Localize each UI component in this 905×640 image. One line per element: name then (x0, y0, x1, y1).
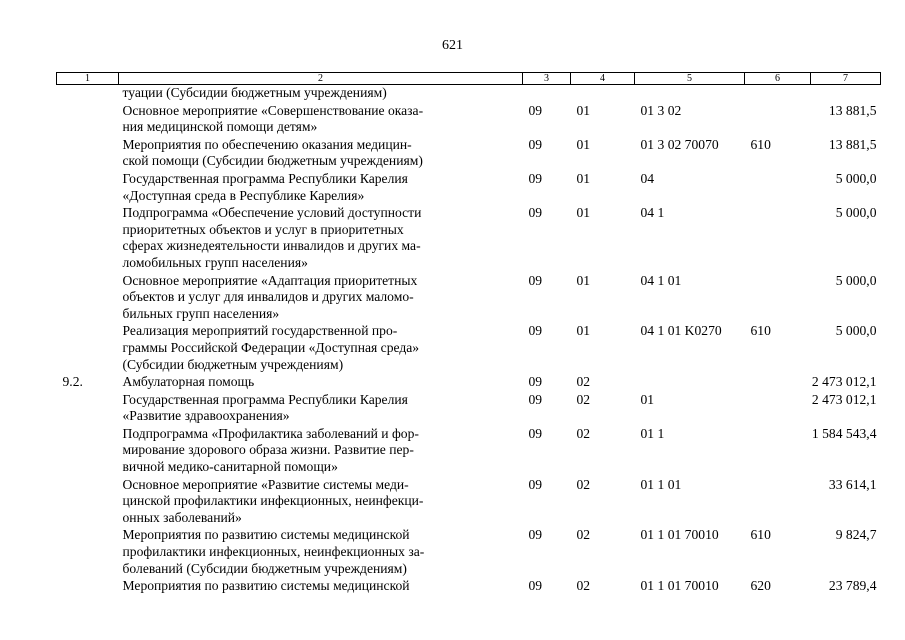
row-number (57, 171, 119, 205)
header-col-4: 4 (571, 73, 635, 85)
row-name-line: Государственная программа Республики Карелия (122, 391, 408, 407)
row-section-code: 09 (528, 527, 543, 543)
row-expense-type (745, 392, 811, 426)
row-amount: 13 881,5 (828, 136, 877, 152)
row-amount: 2 473 012,1 (811, 374, 877, 390)
row-name-line: сферах жизнедеятельности инвалидов и других ма- (122, 238, 421, 254)
row-target-article (635, 85, 745, 103)
row-target-article: 01 1 (640, 425, 665, 441)
table-row (57, 85, 881, 103)
row-expense-type: 610 (750, 527, 771, 543)
row-name-line: ской помощи (Субсидии бюджетным учреждениям) (122, 153, 423, 169)
table-row (57, 426, 881, 477)
row-section-code: 09 (528, 272, 543, 288)
row-name-line: ния медицинской помощи детям» (122, 119, 318, 135)
header-col-6: 6 (745, 73, 811, 85)
budget-table (56, 72, 881, 596)
table-row (57, 103, 881, 137)
row-subsection-code: 01 (576, 102, 591, 118)
header-row (57, 73, 881, 85)
row-name (119, 103, 523, 137)
row-name (119, 527, 523, 578)
row-section-code: 09 (528, 205, 543, 221)
row-name-line: Мероприятия по обеспечению оказания медицин- (122, 136, 412, 152)
row-expense-type (745, 477, 811, 528)
row-name (119, 205, 523, 272)
row-section-code: 09 (528, 323, 543, 339)
row-target-article: 01 1 01 (640, 476, 682, 492)
table-row (57, 137, 881, 171)
row-section-code: 09 (528, 391, 543, 407)
row-expense-type (745, 426, 811, 477)
row-subsection-code: 02 (576, 476, 591, 492)
row-name (119, 323, 523, 374)
row-section-code: 09 (528, 374, 543, 390)
row-subsection-code: 01 (576, 205, 591, 221)
row-name-line: Подпрограмма «Профилактика заболеваний и фор- (122, 425, 419, 441)
row-amount: 5 000,0 (835, 272, 877, 288)
row-expense-type (745, 273, 811, 324)
header-col-3: 3 (523, 73, 571, 85)
table-row (57, 527, 881, 578)
row-subsection-code: 02 (576, 527, 591, 543)
row-subsection-code: 01 (576, 323, 591, 339)
row-section-code: 09 (528, 136, 543, 152)
table-header (57, 73, 881, 85)
row-name-line: туации (Субсидии бюджетным учреждениям) (122, 85, 387, 100)
row-target-article: 04 1 01 (640, 272, 682, 288)
header-col-5: 5 (635, 73, 745, 85)
row-expense-type (745, 85, 811, 103)
row-name-line: граммы Российской Федерации «Доступная среда» (122, 339, 420, 355)
row-name-line: объектов и услуг для инвалидов и других маломо- (122, 289, 414, 305)
row-subsection-code (571, 85, 635, 103)
row-name (119, 85, 523, 103)
page-number: 621 (442, 38, 463, 53)
row-subsection-code: 02 (576, 425, 591, 441)
row-name-line: болеваний (Субсидии бюджетным учреждениям) (122, 560, 407, 576)
row-target-article: 01 1 01 70010 (640, 578, 719, 594)
row-number (57, 323, 119, 374)
row-name-line: Основное мероприятие «Совершенствование оказа- (122, 102, 424, 118)
row-name-line: Мероприятия по развитию системы медицинской (122, 578, 410, 594)
row-name (119, 273, 523, 324)
row-expense-type (745, 103, 811, 137)
row-name-line: приоритетных объектов и услуг в приоритетных (122, 221, 404, 237)
row-amount: 5 000,0 (835, 170, 877, 186)
table-row (57, 323, 881, 374)
row-subsection-code: 01 (576, 136, 591, 152)
row-number (57, 578, 119, 596)
row-amount: 5 000,0 (835, 205, 877, 221)
row-expense-type (745, 205, 811, 272)
row-number (57, 137, 119, 171)
row-target-article: 01 (640, 391, 655, 407)
row-name-line: (Субсидии бюджетным учреждениям) (122, 356, 344, 372)
row-target-article: 04 1 01 K0270 (640, 323, 722, 339)
row-subsection-code: 02 (576, 374, 591, 390)
row-number (57, 527, 119, 578)
row-name-line: онных заболеваний» (122, 509, 242, 525)
row-target-article: 04 (640, 170, 655, 186)
row-number (57, 392, 119, 426)
row-amount: 13 881,5 (828, 102, 877, 118)
row-name-line: профилактики инфекционных, неинфекционных за- (122, 544, 425, 560)
header-col-1: 1 (57, 73, 119, 85)
row-subsection-code: 02 (576, 578, 591, 594)
table-row (57, 171, 881, 205)
row-expense-type (745, 374, 811, 392)
row-name-line: Государственная программа Республики Карелия (122, 170, 408, 186)
row-number (57, 273, 119, 324)
row-name-line: «Развитие здравоохранения» (122, 408, 290, 424)
row-section-code: 09 (528, 170, 543, 186)
row-amount: 5 000,0 (835, 323, 877, 339)
row-name-line: бильных групп населения» (122, 305, 280, 321)
header-col-2: 2 (119, 73, 523, 85)
row-name (119, 578, 523, 596)
table-row (57, 578, 881, 596)
row-amount: 9 824,7 (835, 527, 877, 543)
row-amount: 1 584 543,4 (811, 425, 877, 441)
row-amount: 2 473 012,1 (811, 391, 877, 407)
row-amount (811, 85, 881, 103)
table-body (57, 85, 881, 596)
row-section-code (523, 85, 571, 103)
row-subsection-code: 02 (576, 391, 591, 407)
row-section-code: 09 (528, 476, 543, 492)
row-amount: 23 789,4 (828, 578, 877, 594)
row-subsection-code: 01 (576, 272, 591, 288)
row-target-article: 04 1 (640, 205, 665, 221)
row-subsection-code: 01 (576, 170, 591, 186)
row-amount: 33 614,1 (828, 476, 877, 492)
row-name-line: Амбулаторная помощь (122, 374, 255, 390)
row-target-article: 01 3 02 (640, 102, 682, 118)
row-name (119, 137, 523, 171)
table-row (57, 392, 881, 426)
row-name-line: мирование здорового образа жизни. Развитие пер- (122, 442, 414, 458)
row-expense-type: 620 (750, 578, 771, 594)
row-number: 9.2. (62, 374, 83, 390)
table-row (57, 477, 881, 528)
row-section-code: 09 (528, 102, 543, 118)
row-target-article: 01 1 01 70010 (640, 527, 719, 543)
table-row (57, 273, 881, 324)
row-number (57, 103, 119, 137)
row-target-article: 01 3 02 70070 (640, 136, 719, 152)
row-name-line: цинской профилактики инфекционных, неинфекци- (122, 493, 424, 509)
row-name-line: Реализация мероприятий государственной про- (122, 323, 398, 339)
budget-table-container (56, 72, 880, 596)
table-row (57, 205, 881, 272)
header-col-7: 7 (811, 73, 881, 85)
row-section-code: 09 (528, 578, 543, 594)
row-target-article (635, 374, 745, 392)
row-name (119, 477, 523, 528)
row-name-line: Основное мероприятие «Развитие системы меди- (122, 476, 409, 492)
row-expense-type: 610 (750, 136, 771, 152)
row-name-line: Мероприятия по развитию системы медицинской (122, 527, 410, 543)
row-name-line: Подпрограмма «Обеспечение условий доступности (122, 205, 422, 221)
row-number (57, 205, 119, 272)
row-name-line: Основное мероприятие «Адаптация приоритетных (122, 272, 418, 288)
row-expense-type (745, 171, 811, 205)
row-expense-type: 610 (750, 323, 771, 339)
row-name (119, 392, 523, 426)
row-number (57, 426, 119, 477)
row-name (119, 426, 523, 477)
row-section-code: 09 (528, 425, 543, 441)
table-row (57, 374, 881, 392)
row-name-line: «Доступная среда в Республике Карелия» (122, 187, 365, 203)
row-name-line: вичной медико-санитарной помощи» (122, 459, 338, 475)
row-name (119, 374, 523, 392)
row-number (57, 477, 119, 528)
row-number (57, 85, 119, 103)
row-name (119, 171, 523, 205)
row-name-line: ломобильных групп населения» (122, 254, 308, 270)
